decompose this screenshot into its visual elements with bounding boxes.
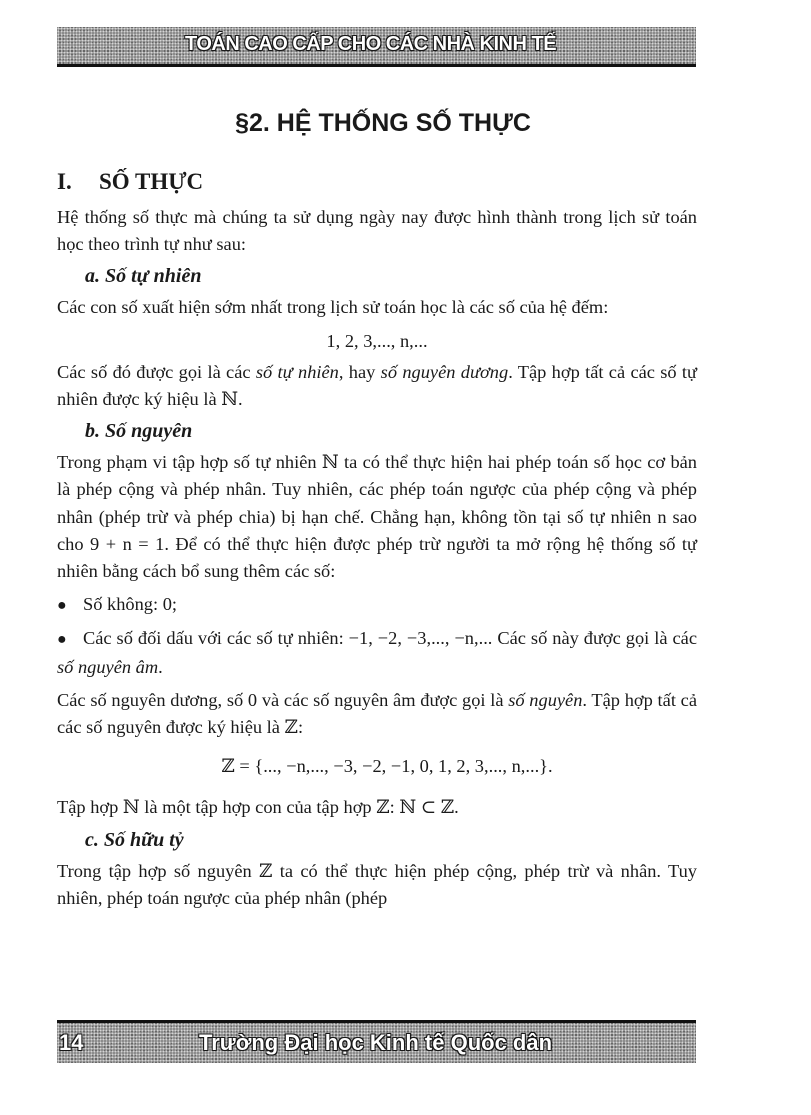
bullet-item-negative <box>57 625 697 680</box>
italic-term: số nguyên <box>508 689 583 710</box>
paragraph-b1: Trong phạm vi tập hợp số tự nhiên ℕ ta có thể thực hiện hai phép toán số học cơ bản là phép cộng và phép nhân. Tuy nhiên, các phép toán ngược của phép cộng và phép nhân (phép trừ và phép chia) bị hạn chế. Chẳng hạn, không tồn tại số tự nhiên n sao cho 9 + n = 1. Để có thể thực hiện được phép trừ người ta mở rộng hệ thống số tự nhiên bằng cách bổ sung thêm các số: <box>57 452 697 582</box>
bullet-icon: ● <box>57 631 67 649</box>
paragraph-a1: Các con số xuất hiện sớm nhất trong lịch sử toán học là các số của hệ đếm: <box>57 297 609 318</box>
bullet-item-zero <box>57 591 697 619</box>
footer-band <box>57 1023 696 1063</box>
text-span: . Tập hợp tất cả các số nguyên được ký hiệu là ℤ: <box>57 689 697 738</box>
italic-term: số nguyên âm <box>57 656 159 677</box>
paragraph-b3: Tập hợp ℕ là một tập hợp con của tập hợp ℤ: ℕ ⊂ ℤ. <box>57 797 459 818</box>
part-heading <box>57 168 697 196</box>
paragraph-c1: Trong tập hợp số nguyên ℤ ta có thể thực hiện phép cộng, phép trừ và nhân. Tuy nhiên, phép toán ngược của phép nhân (phép <box>57 860 697 908</box>
part-number: I. <box>57 169 72 194</box>
text-span: . Tập hợp tất cả các số tự nhiên được ký hiệu là ℕ. <box>57 361 697 410</box>
paragraph-b2 <box>57 687 697 741</box>
bullet-text: Số không: 0; <box>83 594 178 615</box>
intro-paragraph: Hệ thống số thực mà chúng ta sử dụng ngày nay được hình thành trong lịch sử toán học theo trình tự như sau: <box>57 207 697 255</box>
page-content <box>57 108 697 912</box>
page-number: 14 <box>59 1030 84 1055</box>
text-span: Các số đó được gọi là các <box>57 361 256 382</box>
header-band <box>57 27 696 65</box>
subheading-a: a. Số tự nhiên <box>85 265 202 288</box>
bullet-icon: ● <box>57 597 67 615</box>
italic-term: số nguyên dương <box>380 361 509 382</box>
paragraph-a2 <box>57 359 697 413</box>
section-title: §2. HỆ THỐNG SỐ THỰC <box>235 109 531 137</box>
italic-term: số tự nhiên <box>255 361 339 382</box>
text-span: Các số nguyên dương, số 0 và các số nguyên âm được gọi là <box>57 689 509 710</box>
running-header: TOÁN CAO CẤP CHO CÁC NHÀ KINH TẾ <box>185 33 557 55</box>
subheading-b: b. Số nguyên <box>85 420 193 443</box>
subheading-c: c. Số hữu tỷ <box>85 828 184 851</box>
formula-natural: 1, 2, 3,..., n,... <box>326 330 428 351</box>
text-span: . <box>158 656 163 677</box>
bullet-text: Các số đối dấu với các số tự nhiên: −1, −2, −3,..., −n,... Các số này được gọi là các <box>83 628 697 649</box>
text-span: , hay <box>338 361 381 382</box>
formula-integers: ℤ = {..., −n,..., −3, −2, −1, 0, 1, 2, 3,..., n,...}. <box>221 756 553 777</box>
part-title: SỐ THỰC <box>99 169 204 194</box>
running-footer: Trường Đại học Kinh tế Quốc dân <box>199 1030 553 1055</box>
